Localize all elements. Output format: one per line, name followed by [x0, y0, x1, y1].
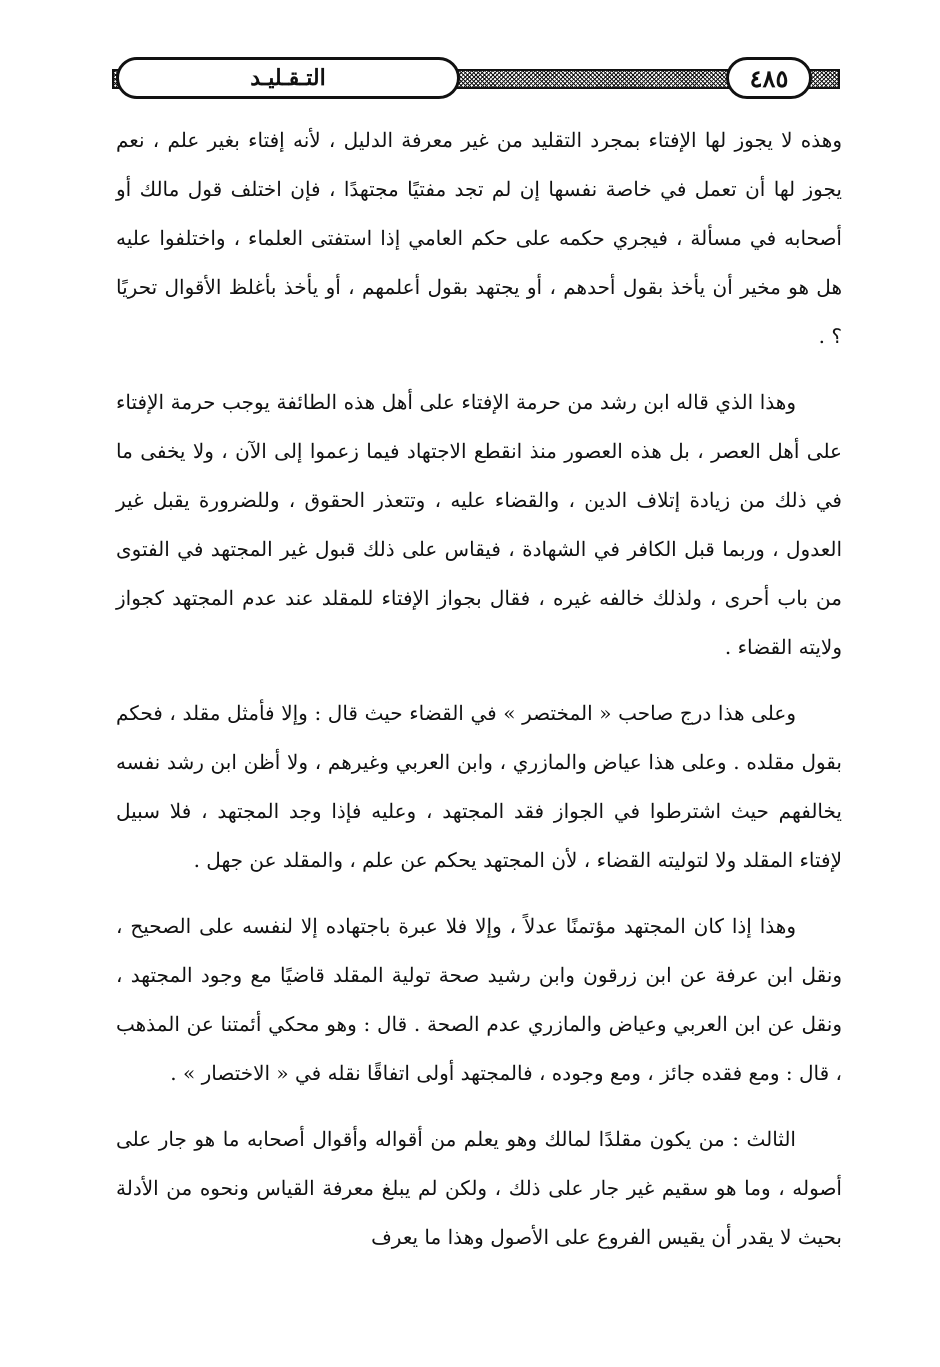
page-header: [112, 55, 840, 103]
page-number: ٤٨٥: [749, 63, 789, 93]
paragraph: وعلى هذا درج صاحب « المختصر » في القضاء حيث قال : وإلا فأمثل مقلد ، فحكم بقول مقلده . وعلى هذا عياض والمازري ، وابن العربي وغيرهم ، ولا أظن ابن رشد نفسه يخالفهم حيث اشترطوا في الجواز فقد المجتهد ، وعليه فإذا وجد المجتهد ، فلا سبيل لإفتاء المقلد ولا لتوليته القضاء ، لأن المجتهد يحكم عن علم ، والمقلد عن جهل .: [116, 701, 842, 872]
paragraph: الثالث : من يكون مقلدًا لمالك وهو يعلم من أقواله وأقوال أصحابه ما هو جار على أصوله ، وما هو سقيم غير جار على ذلك ، ولكن لم يبلغ معرفة القياس ونحوه من الأدلة بحيث لا يقدر أن يقيس الفروع على الأصول وهذا ما يعرف: [116, 1127, 842, 1249]
page-number-frame: [726, 57, 812, 99]
body-text: [116, 116, 842, 1279]
running-title: التـقـليـد: [250, 65, 326, 91]
paragraph: وهذه لا يجوز لها الإفتاء بمجرد التقليد من غير معرفة الدليل ، لأنه إفتاء بغير علم ، نعم يجوز لها أن تعمل في خاصة نفسها إن لم تجد مفتيًا مجتهدًا ، فإن اختلف قول مالك أو أصحابه في مسألة ، فيجري حكمه على حكم العامي إذا استفتى العلماء ، واختلفوا عليه هل هو مخير أن يأخذ بقول أحدهم ، أو يجتهد بقول أعلمهم ، أو يأخذ بأغلظ الأقوال تحريًا ؟ .: [116, 128, 842, 348]
paragraph: وهذا الذي قاله ابن رشد من حرمة الإفتاء على أهل هذه الطائفة يوجب حرمة الإفتاء على أهل العصر ، بل هذه العصور منذ انقطع الاجتهاد فيما زعموا إلى الآن ، ولا يخفى ما في ذلك من زيادة إتلاف الدين ، والقضاء عليه ، وتتعذر الحقوق ، وللضرورة يقبل غير العدول ، وربما قبل الكافر في الشهادة ، فيقاس على ذلك قبول غير المجتهد في الفتوى من باب أحرى ، ولذلك خالفه غيره ، فقال بجواز الإفتاء للمقلد عند عدم المجتهد كجواز ولايته القضاء .: [116, 390, 842, 659]
header-title-frame: [116, 57, 460, 99]
paragraph: وهذا إذا كان المجتهد مؤتمنًا عدلاً ، وإلا فلا عبرة باجتهاده إلا لنفسه على الصحيح ، ونقل ابن عرفة عن ابن زرقون وابن رشيد صحة تولية المقلد قاضيًا مع وجود المجتهد ، ونقل عن ابن العربي وعياض والمازري عدم الصحة . قال : وهو محكي أئمتنا عن المذهب ، قال : ومع فقده جائز ، ومع وجوده ، فالمجتهد أولى اتفاقًا نقله في « الاختصار » .: [116, 914, 842, 1085]
